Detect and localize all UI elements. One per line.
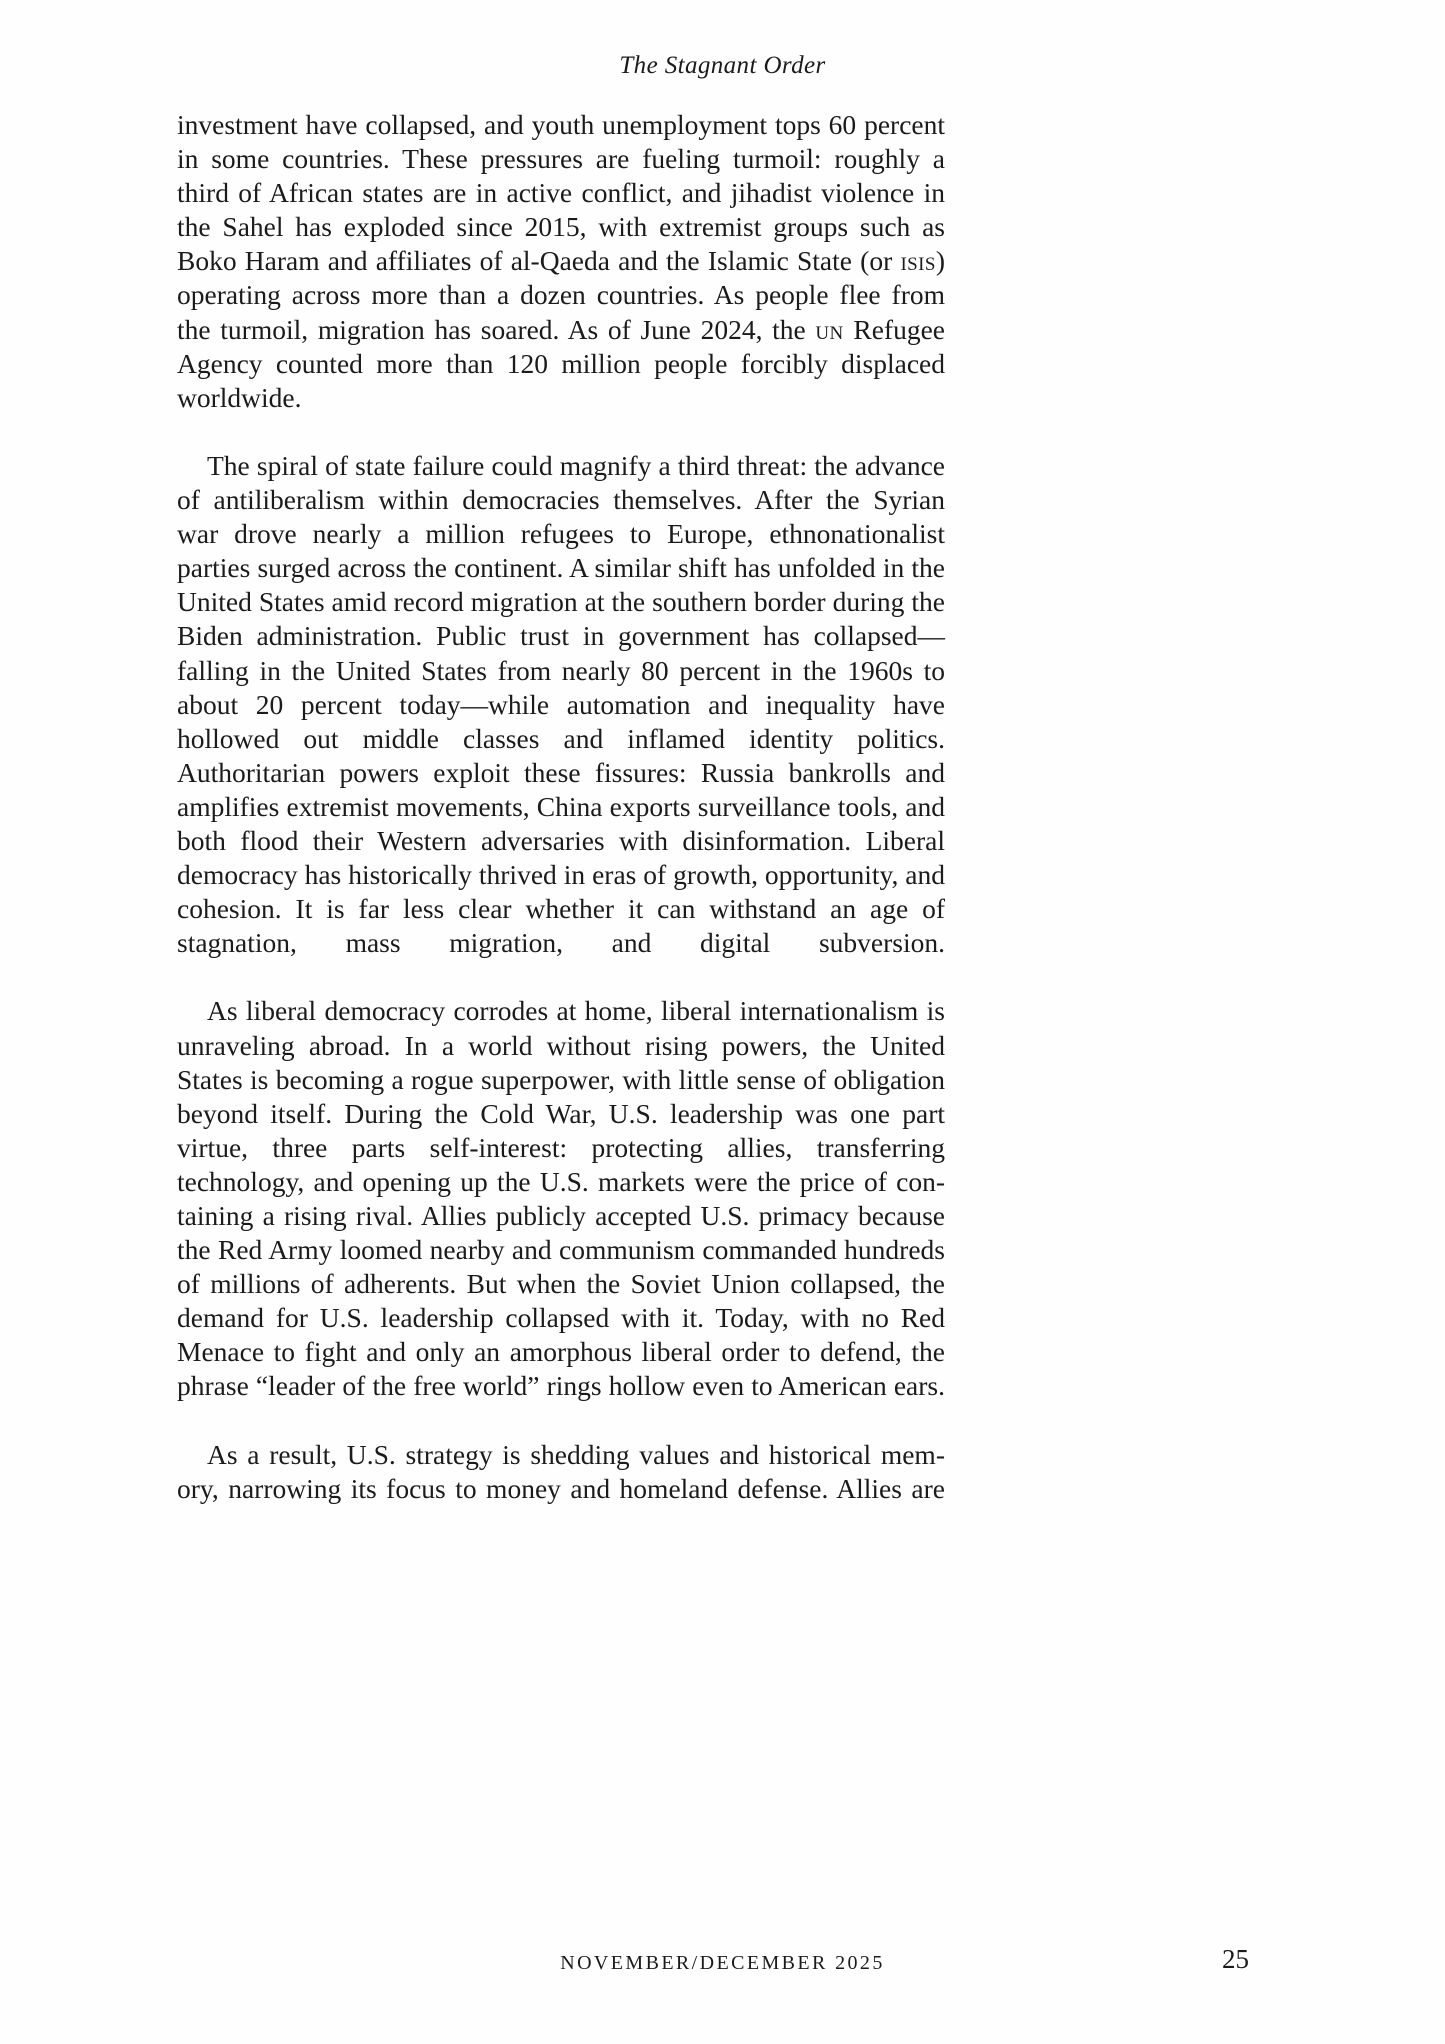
paragraph: As liberal democracy corrodes at home, liberal internationalism is unraveling abroad. In a world without rising powers, the United States is becoming a rogue superpower, with little sense of obligation beyond itself. During the Cold War, U.S. leadership was one part virtue, three parts self-interest: protecting allies, transferring technology, and opening up the U.S. markets were the price of containing a rising rival. Allies publicly accepted U.S. primacy because the Red Army loomed nearby and communism commanded hundreds of millions of adherents. But when the Soviet Union collapsed, the demand for U.S. leadership collapsed with it. Today, with no Red Menace to fight and only an amorphous liberal order to defend, the phrase “leader of the free world” rings hollow even to American ears. (177, 995, 945, 1402)
running-head: The Stagnant Order (619, 52, 826, 79)
small-caps-acronym: un (815, 313, 844, 345)
page-number: 25 (1222, 1944, 1249, 1974)
body-text-column (177, 108, 945, 1540)
footer-issue-date: NOVEMBER/DECEMBER 2025 (560, 1952, 885, 1974)
paragraph: investment have collapsed, and youth unemployment tops 60 percent in some countries. These pressures are fueling turmoil: roughly a third of African states are in active conflict, and jihadist violence in the Sahel has exploded since 2015, with extremist groups such as Boko Haram and affiliates of al-Qaeda and the Islamic State (or isis) operating across more than a dozen countries. As people flee from the turmoil, migration has soared. As of June 2024, the un Refugee Agency counted more than 120 million people forcibly displaced worldwide. (177, 109, 945, 413)
paragraph: As a result, U.S. strategy is shedding values and historical memory, narrowing its focus to money and homeland defense. Allies are (177, 1438, 945, 1504)
small-caps-acronym: isis (900, 245, 936, 277)
page-footer (0, 1924, 1445, 2044)
paragraph: The spiral of state failure could magnify a third threat: the advance of antiliberalism within democracies themselves. After the Syrian war drove nearly a million refugees to Europe, ethnonationalist parties surged across the continent. A similar shift has unfolded in the United States amid record migration at the southern border during the Biden administration. Public trust in government has collapsed—falling in the United States from nearly 80 percent in the 1960s to about 20 percent today—while automation and inequality have hollowed out middle classes and inflamed identity politics. Authoritarian powers exploit these fissures: Russia bankrolls and amplifies extremist movements, China exports surveillance tools, and both flood their Western adversaries with disinformation. Liberal democracy has historically thrived in eras of growth, opportunity, and cohesion. It is far less clear whether it can withstand an age of stagnation, mass migration, and digital subversion. (177, 449, 945, 959)
